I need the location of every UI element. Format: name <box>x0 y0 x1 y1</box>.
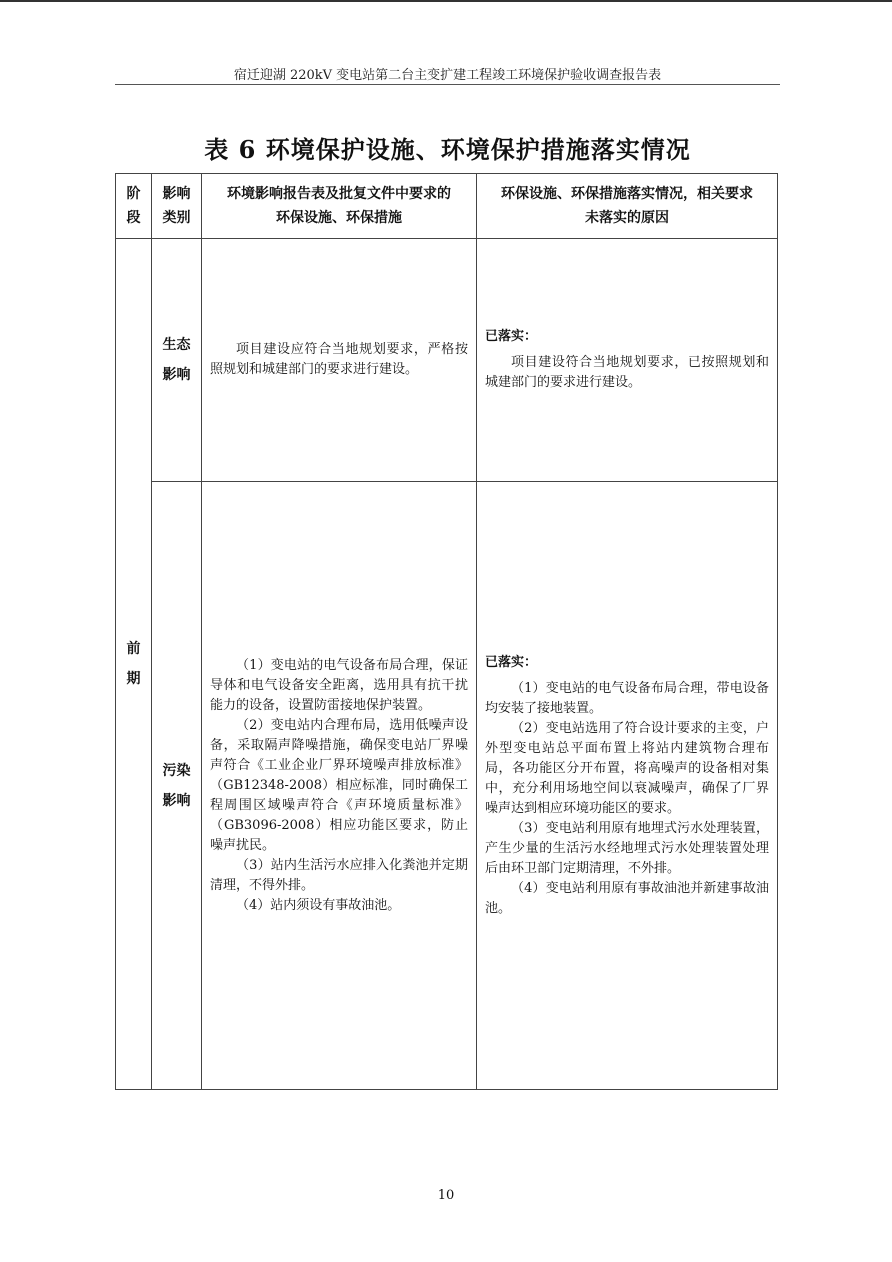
implementation-pollution <box>477 482 777 1089</box>
category-line1: 生态 <box>162 337 191 353</box>
header-impact-line2: 类别 <box>162 210 191 226</box>
status-label: 已落实： <box>485 654 538 670</box>
category-line2: 影响 <box>162 367 191 383</box>
header-requirements <box>202 174 476 238</box>
requirement-paragraph: （4）站内须设有事故油池。 <box>236 897 401 913</box>
stage-line2: 期 <box>126 671 141 687</box>
header-stage <box>116 174 151 238</box>
measures-table <box>115 173 778 1090</box>
header-implementation <box>477 174 777 238</box>
requirements-pollution <box>202 482 476 1089</box>
implementation-paragraph: （1）变电站的电气设备布局合理，带电设备均安装了接地装置。 <box>485 680 769 716</box>
category-pollution <box>152 482 201 1089</box>
implementation-paragraph: （2）变电站选用了符合设计要求的主变，户外型变电站总平面布置上将站内建筑物合理布局，各功能区分开布置，将高噪声的设备相对集中，充分利用场地空间以衰减噪声，确保了厂界噪声达到相应环境功能区的要求。 <box>485 720 769 816</box>
requirement-paragraph: （3）站内生活污水应排入化粪池并定期清理，不得外排。 <box>210 857 468 893</box>
implementation-paragraph: （3）变电站利用原有地埋式污水处理装置，产生少量的生活污水经地埋式污水处理装置处理后由环卫部门定期清理，不外排。 <box>485 820 769 876</box>
implementation-paragraph: 项目建设符合当地规划要求，已按照规划和城建部门的要求进行建设。 <box>485 355 769 390</box>
page-number: 10 <box>437 1188 455 1203</box>
requirement-paragraph: （2）变电站内合理布局，选用低噪声设备，采取隔声降噪措施，确保变电站厂界噪声符合《工业企业厂界环境噪声排放标准》（GB12348-2008）相应标准，同时确保工程周围区域噪声符合《声环境质量标准》（GB3096-2008）相应功能区要求，防止噪声扰民。 <box>210 717 468 853</box>
header-requirements-line2: 环保设施、环保措施 <box>276 210 402 226</box>
page-title: 表 6 环境保护设施、环境保护措施落实情况 <box>204 135 691 164</box>
implementation-ecological <box>477 239 777 481</box>
status-label: 已落实： <box>485 329 538 344</box>
header-stage-line1: 阶 <box>126 186 141 202</box>
stage-cell <box>116 239 151 1089</box>
header-implementation-line2: 未落实的原因 <box>585 210 669 226</box>
header-divider <box>115 84 780 85</box>
requirements-ecological <box>202 239 476 481</box>
implementation-paragraph: （4）变电站利用原有事故油池并新建事故油池。 <box>485 880 769 916</box>
requirement-paragraph: （1）变电站的电气设备布局合理，保证导体和电气设备安全距离，选用具有抗干扰能力的设备，设置防雷接地保护装置。 <box>210 657 468 713</box>
running-header: 宿迁迎湖 220kV 变电站第二台主变扩建工程竣工环境保护验收调查报告表 <box>233 68 662 83</box>
header-stage-line2: 段 <box>126 210 141 226</box>
top-border-rule <box>0 0 892 2</box>
requirement-paragraph: 项目建设应符合当地规划要求，严格按照规划和城建部门的要求进行建设。 <box>210 342 468 377</box>
header-impact-category <box>152 174 201 238</box>
header-impact-line1: 影响 <box>162 186 191 202</box>
category-line2: 影响 <box>162 792 191 809</box>
header-implementation-line1: 环保设施、环保措施落实情况，相关要求 <box>501 186 753 202</box>
header-requirements-line1: 环境影响报告表及批复文件中要求的 <box>227 186 451 202</box>
category-ecological <box>152 239 201 481</box>
stage-line1: 前 <box>126 641 141 657</box>
category-line1: 污染 <box>162 762 191 779</box>
